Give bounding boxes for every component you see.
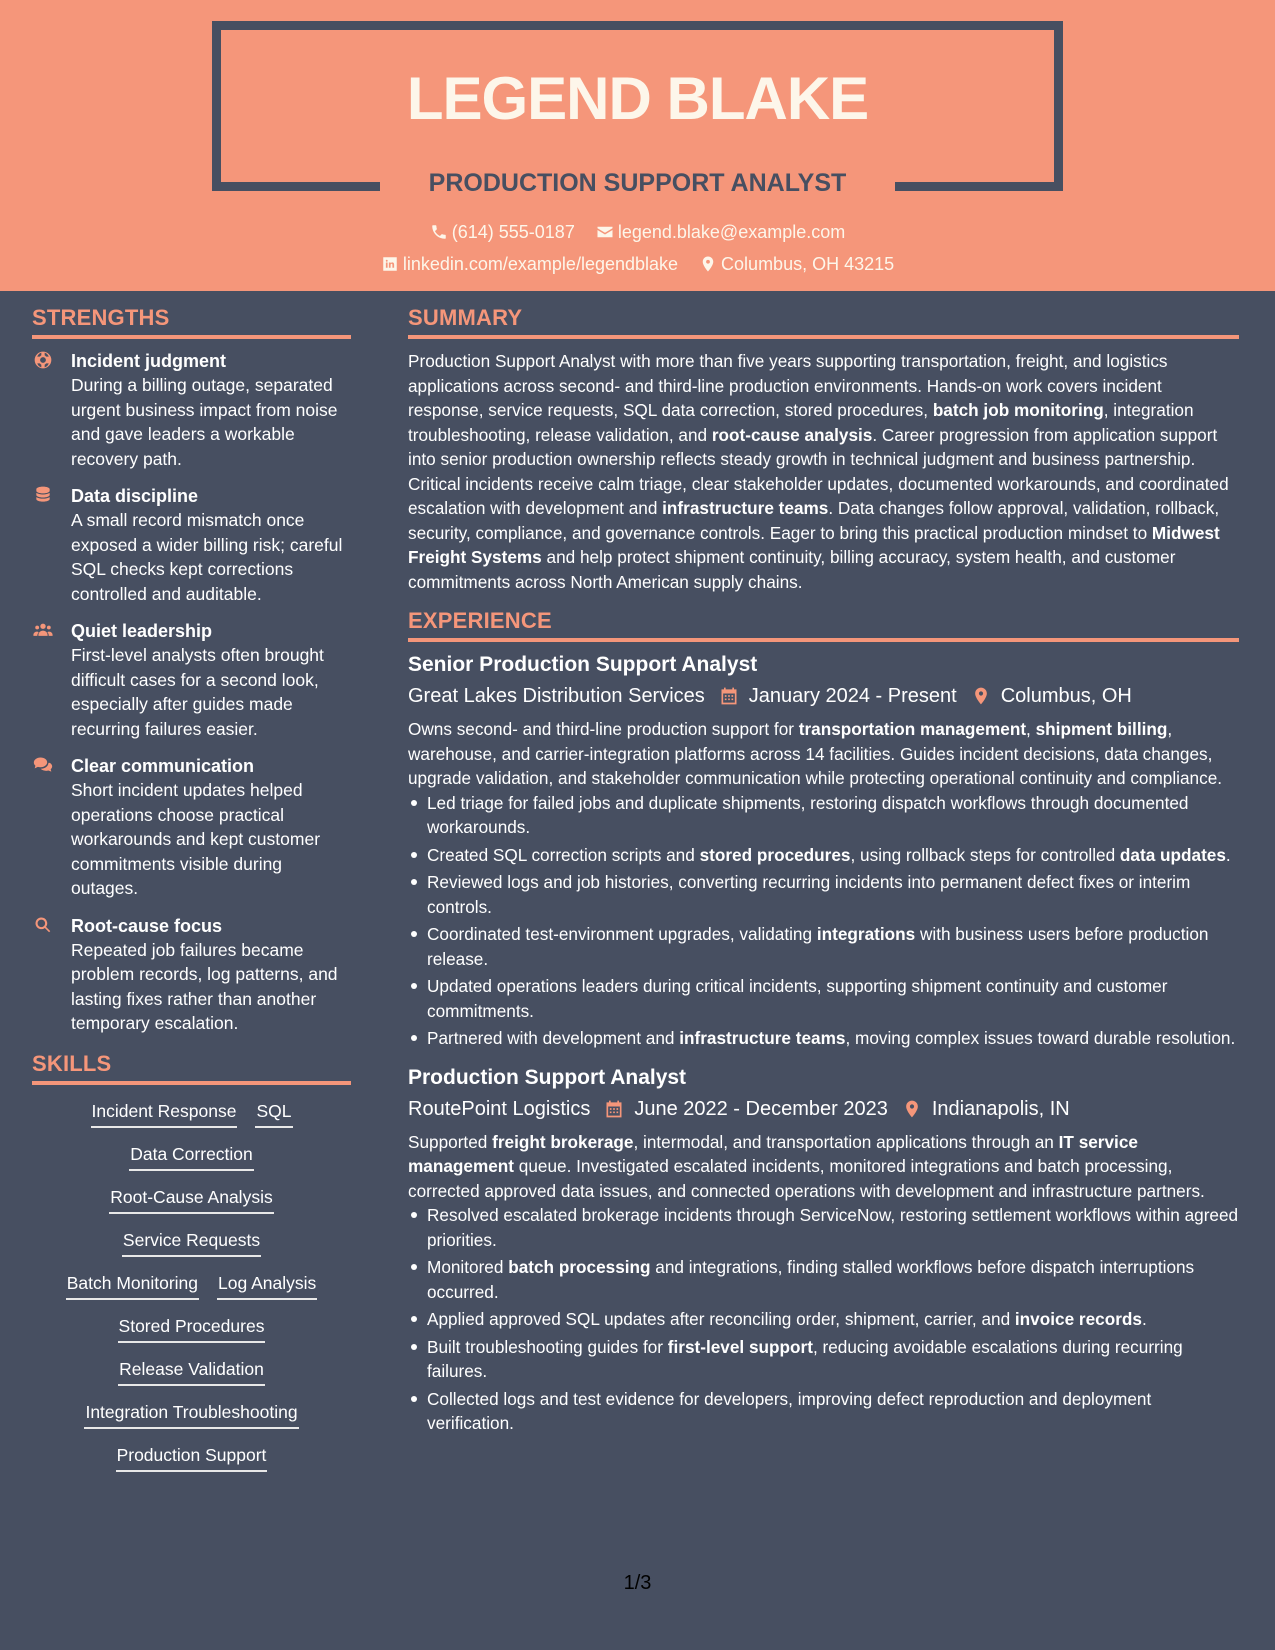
envelope-icon bbox=[596, 223, 614, 241]
job-description bbox=[408, 1130, 1239, 1204]
job-title: Production Support Analyst bbox=[408, 1065, 687, 1089]
skills-heading: SKILLS bbox=[32, 1049, 351, 1085]
company-name: RoutePoint Logistics bbox=[408, 1097, 591, 1120]
strength-icon-wrap bbox=[33, 755, 55, 777]
bullet-item bbox=[408, 974, 1239, 1023]
strength-item bbox=[32, 754, 351, 901]
strength-icon-wrap bbox=[33, 485, 55, 507]
resume-header bbox=[0, 0, 1275, 291]
location-contact bbox=[699, 252, 894, 276]
bullet-item bbox=[408, 1203, 1239, 1252]
bold-text: first-level support bbox=[667, 1336, 813, 1357]
bullet-item bbox=[408, 922, 1239, 971]
bold-text: root-cause analysis bbox=[711, 424, 873, 445]
bold-text: freight brokerage bbox=[492, 1131, 634, 1152]
text-segment: , reducing avoidable escalations during recurring failures. bbox=[427, 1336, 1183, 1381]
database-icon bbox=[33, 485, 53, 505]
text-segment: , bbox=[1026, 719, 1036, 739]
summary-heading: SUMMARY bbox=[408, 303, 1239, 339]
job-title-header: PRODUCTION SUPPORT ANALYST bbox=[428, 169, 847, 197]
location-text: Columbus, OH 43215 bbox=[721, 254, 895, 274]
text-segment: Monitored bbox=[427, 1257, 509, 1277]
strength-title: Quiet leadership bbox=[71, 621, 213, 641]
strength-title: Clear communication bbox=[71, 756, 255, 776]
skill-row bbox=[32, 1185, 351, 1214]
skill-row bbox=[32, 1271, 351, 1300]
text-segment: Supported bbox=[408, 1131, 493, 1152]
bullet-item bbox=[408, 1387, 1239, 1436]
strength-item bbox=[32, 619, 351, 741]
experience-heading: EXPERIENCE bbox=[408, 606, 1239, 642]
job-location: Indianapolis, IN bbox=[931, 1097, 1070, 1120]
bold-text: transportation management bbox=[798, 719, 1027, 739]
strength-text: Repeated job failures became problem records, log patterns, and lasting fixes rather than another temporary escalation. bbox=[71, 939, 338, 1033]
summary-text bbox=[408, 349, 1239, 594]
job-meta bbox=[408, 681, 1239, 711]
job-entry bbox=[408, 1064, 1239, 1436]
skill-tag: Production Support bbox=[116, 1443, 268, 1472]
strength-item bbox=[32, 349, 351, 471]
calendar-icon bbox=[604, 1099, 624, 1119]
strength-title: Root-cause focus bbox=[71, 915, 223, 936]
text-segment: queue. Investigated escalated incidents, monitored integrations and batch processing, corrected approved data issues, and connected operations with development and infrastructure partners. bbox=[408, 1156, 1205, 1201]
skill-row bbox=[32, 1357, 351, 1386]
skill-row bbox=[32, 1228, 351, 1257]
text-segment: Partnered with development and bbox=[427, 1028, 680, 1048]
email-contact[interactable] bbox=[596, 220, 845, 244]
text-segment: Applied approved SQL updates after reconciling order, shipment, carrier, and bbox=[427, 1309, 1015, 1329]
bold-text: invoice records bbox=[1014, 1309, 1142, 1329]
job-dates: June 2022 - December 2023 bbox=[634, 1097, 888, 1120]
bullet-item bbox=[408, 843, 1239, 868]
text-segment: , warehouse, and carrier-integration platforms across 14 facilities. Guides incident decisions, data changes, upgrade validation, and stakeholder communication while protecting operational continuity and compliance. bbox=[408, 719, 1223, 788]
bullet-item bbox=[408, 1307, 1239, 1332]
bold-text: data updates bbox=[1119, 844, 1226, 865]
bullet-item bbox=[408, 1026, 1239, 1051]
strength-icon-wrap bbox=[33, 915, 55, 937]
skill-tag: Root-Cause Analysis bbox=[109, 1185, 273, 1214]
bold-text: Midwest Freight Systems bbox=[408, 522, 1220, 567]
strengths-heading: STRENGTHS bbox=[32, 303, 351, 339]
search-icon bbox=[33, 915, 53, 935]
job-meta bbox=[408, 1094, 1239, 1124]
bold-text: infrastructure teams bbox=[679, 1028, 846, 1048]
job-bullets bbox=[408, 1203, 1239, 1436]
phone-icon bbox=[430, 223, 448, 241]
skill-row bbox=[32, 1142, 351, 1171]
text-segment: Built troubleshooting guides for bbox=[427, 1336, 668, 1357]
skill-tag: Stored Procedures bbox=[118, 1314, 266, 1343]
bold-text: integrations bbox=[816, 924, 916, 944]
text-segment: , using rollback steps for controlled bbox=[850, 844, 1120, 865]
text-segment: Resolved escalated brokerage incidents through ServiceNow, restoring settlement workflows within agreed priorities. bbox=[427, 1205, 1239, 1250]
users-icon bbox=[33, 620, 53, 640]
bold-text: stored procedures bbox=[699, 844, 851, 865]
skill-tag: Data Correction bbox=[129, 1142, 254, 1171]
left-column bbox=[32, 303, 351, 1486]
text-segment: , moving complex issues toward durable resolution. bbox=[845, 1028, 1236, 1048]
text-segment: Created SQL correction scripts and bbox=[427, 844, 700, 865]
map-pin-icon bbox=[902, 1099, 922, 1119]
text-segment: Reviewed logs and job histories, converting recurring incidents into permanent defect fixes or interim controls. bbox=[427, 872, 1191, 917]
lifebuoy-icon bbox=[33, 350, 53, 370]
job-entry bbox=[408, 651, 1239, 1051]
strengths-list bbox=[32, 349, 351, 1036]
bullet-item bbox=[408, 870, 1239, 919]
skill-tag: Release Validation bbox=[118, 1357, 265, 1386]
map-pin-icon bbox=[699, 255, 717, 273]
text-segment: with business users before production release. bbox=[427, 924, 1209, 969]
skill-tag: Batch Monitoring bbox=[66, 1271, 199, 1300]
skill-row bbox=[32, 1443, 351, 1472]
experience-list bbox=[408, 651, 1239, 1436]
bullet-item bbox=[408, 1335, 1239, 1384]
skill-tag: Incident Response bbox=[91, 1099, 238, 1128]
company-name: Great Lakes Distribution Services bbox=[408, 685, 705, 707]
skill-row bbox=[32, 1400, 351, 1429]
text-segment: . bbox=[1141, 1309, 1147, 1329]
right-column bbox=[408, 303, 1239, 1450]
job-dates: January 2024 - Present bbox=[748, 685, 957, 707]
text-segment: and help protect shipment continuity, billing accuracy, system health, and customer commitments across North American supply chains. bbox=[408, 547, 1176, 592]
phone-text: (614) 555-0187 bbox=[451, 222, 575, 242]
email-text: legend.blake@example.com bbox=[617, 222, 846, 242]
text-segment: Coordinated test-environment upgrades, validating bbox=[427, 924, 817, 944]
strength-icon-wrap bbox=[33, 350, 55, 372]
skill-row bbox=[32, 1099, 351, 1128]
bullet-item bbox=[408, 791, 1239, 840]
strength-text: A small record mismatch once exposed a wider billing risk; careful SQL checks kept corrections controlled and auditable. bbox=[71, 510, 343, 604]
linkedin-contact[interactable] bbox=[381, 252, 678, 276]
job-title: Senior Production Support Analyst bbox=[408, 653, 758, 676]
strength-item bbox=[32, 484, 351, 606]
skill-tag: Service Requests bbox=[122, 1228, 261, 1257]
strength-text: Short incident updates helped operations choose practical workarounds and kept customer commitments visible during outages. bbox=[71, 780, 321, 898]
bold-text: batch processing bbox=[508, 1257, 651, 1277]
skills-list bbox=[32, 1099, 351, 1472]
contact-row-2 bbox=[0, 252, 1275, 279]
bullet-item bbox=[408, 1255, 1239, 1304]
text-segment: , integration troubleshooting, release validation, and bbox=[408, 400, 1194, 445]
skill-row bbox=[32, 1314, 351, 1343]
skill-tag: Log Analysis bbox=[217, 1271, 317, 1300]
text-segment: Updated operations leaders during critical incidents, supporting shipment continuity and customer commitments. bbox=[427, 976, 1168, 1021]
phone-contact[interactable] bbox=[430, 220, 575, 244]
text-segment: Production Support Analyst with more than five years supporting transportation, freight, and logistics applications across second- and third-line production environments. Hands-on work covers incident response, service requests, SQL data correction, stored procedures, bbox=[408, 351, 1168, 420]
strength-title: Incident judgment bbox=[71, 351, 226, 371]
skill-tag: Integration Troubleshooting bbox=[84, 1400, 298, 1429]
strength-item bbox=[32, 914, 351, 1036]
candidate-name: LEGEND BLAKE bbox=[406, 65, 869, 132]
linkedin-text: linkedin.com/example/legendblake bbox=[402, 254, 679, 274]
strength-title: Data discipline bbox=[71, 486, 199, 506]
text-segment: . Data changes follow approval, validation, rollback, security, compliance, and governance controls. Eager to bring this practical production mindset to bbox=[408, 498, 1220, 543]
bold-text: shipment billing bbox=[1035, 719, 1168, 739]
comments-icon bbox=[33, 755, 53, 775]
text-segment: Collected logs and test evidence for developers, improving defect reproduction and deployment verification. bbox=[427, 1388, 1152, 1433]
text-segment: Owns second- and third-line production support for bbox=[408, 719, 799, 739]
skill-tag: SQL bbox=[255, 1099, 292, 1128]
strength-text: During a billing outage, separated urgent business impact from noise and gave leaders a workable recovery path. bbox=[71, 375, 338, 469]
strength-text: First-level analysts often brought difficult cases for a second look, especially after guides made recurring failures easier. bbox=[71, 645, 324, 739]
strength-icon-wrap bbox=[33, 620, 55, 642]
linkedin-icon bbox=[381, 255, 399, 273]
contact-row-1 bbox=[0, 220, 1275, 247]
bold-text: IT service management bbox=[408, 1131, 1138, 1176]
bold-text: infrastructure teams bbox=[662, 498, 829, 518]
text-segment: Led triage for failed jobs and duplicate shipments, restoring dispatch workflows through documented workarounds. bbox=[427, 792, 1189, 837]
text-segment: . Career progression from application support into senior production ownership reflects steady growth in technical judgment and business partnership. Critical incidents receive calm triage, clear stakeholder updates, documented workarounds, and coordinated escalation with development and bbox=[408, 424, 1229, 518]
page-number: 1/3 bbox=[623, 1572, 652, 1594]
job-location: Columbus, OH bbox=[1000, 685, 1132, 707]
calendar-icon bbox=[719, 686, 739, 706]
map-pin-icon bbox=[971, 686, 991, 706]
text-segment: and integrations, finding stalled workflows before dispatch interruptions occurred. bbox=[427, 1257, 1195, 1302]
job-bullets bbox=[408, 791, 1239, 1051]
job-description bbox=[408, 717, 1239, 791]
bold-text: batch job monitoring bbox=[932, 400, 1104, 420]
text-segment: . bbox=[1225, 844, 1231, 865]
text-segment: , intermodal, and transportation applications through an bbox=[633, 1131, 1059, 1152]
